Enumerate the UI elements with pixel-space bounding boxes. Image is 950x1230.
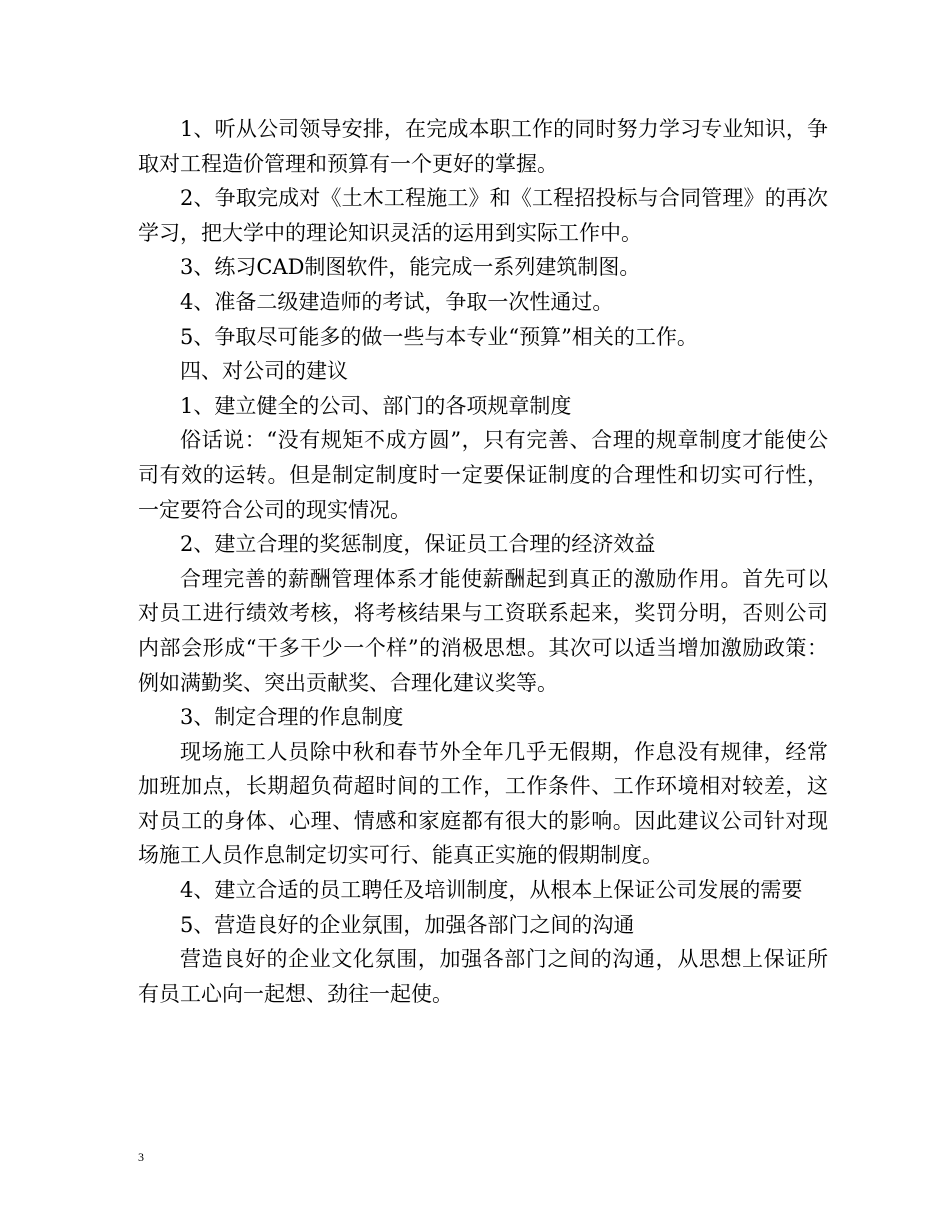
paragraph: 俗话说：“没有规矩不成方圆”，只有完善、合理的规章制度才能使公司有效的运转。但是制定制度时一定要保证制度的合理性和切实可行性，一定要符合公司的现实情况。 <box>138 428 828 522</box>
subheading: 5、营造良好的企业氛围，加强各部门之间的沟通 <box>180 912 635 937</box>
subheading: 3、制定合理的作息制度 <box>180 705 404 730</box>
document-body <box>138 112 828 1011</box>
paragraph: 2、争取完成对《土木工程施工》和《工程招投标与合同管理》的再次学习，把大学中的理论知识灵活的运用到实际工作中。 <box>138 186 828 245</box>
subheading: 4、建立合适的员工聘任及培训制度，从根本上保证公司发展的需要 <box>180 878 803 903</box>
paragraph: 3、练习CAD制图软件，能完成一系列建筑制图。 <box>180 255 641 280</box>
paragraph: 合理完善的薪酬管理体系才能使薪酬起到真正的激励作用。首先可以对员工进行绩效考核，将考核结果与工资联系起来，奖罚分明，否则公司内部会形成“干多干少一个样”的消极思想。其次可以适当增加激励政策：例如满勤奖、突出贡献奖、合理化建议奖等。 <box>138 566 828 695</box>
subheading: 1、建立健全的公司、部门的各项规章制度 <box>180 393 572 418</box>
section-heading: 四、对公司的建议 <box>180 359 348 384</box>
paragraph: 4、准备二级建造师的考试，争取一次性通过。 <box>180 289 614 314</box>
subheading: 2、建立合理的奖惩制度，保证员工合理的经济效益 <box>180 532 656 557</box>
paragraph: 营造良好的企业文化氛围，加强各部门之间的沟通，从思想上保证所有员工心向一起想、劲往一起使。 <box>138 947 828 1006</box>
paragraph: 5、争取尽可能多的做一些与本专业“预算”相关的工作。 <box>180 324 698 349</box>
paragraph: 现场施工人员除中秋和春节外全年几乎无假期，作息没有规律，经常加班加点，长期超负荷超时间的工作，工作条件、工作环境相对较差，这对员工的身体、心理、情感和家庭都有很大的影响。因此建议公司针对现场施工人员作息制定切实可行、能真正实施的假期制度。 <box>138 739 828 868</box>
page-number: 3 <box>138 1150 144 1164</box>
paragraph: 1、听从公司领导安排，在完成本职工作的同时努力学习专业知识，争取对工程造价管理和预算有一个更好的掌握。 <box>138 117 828 176</box>
